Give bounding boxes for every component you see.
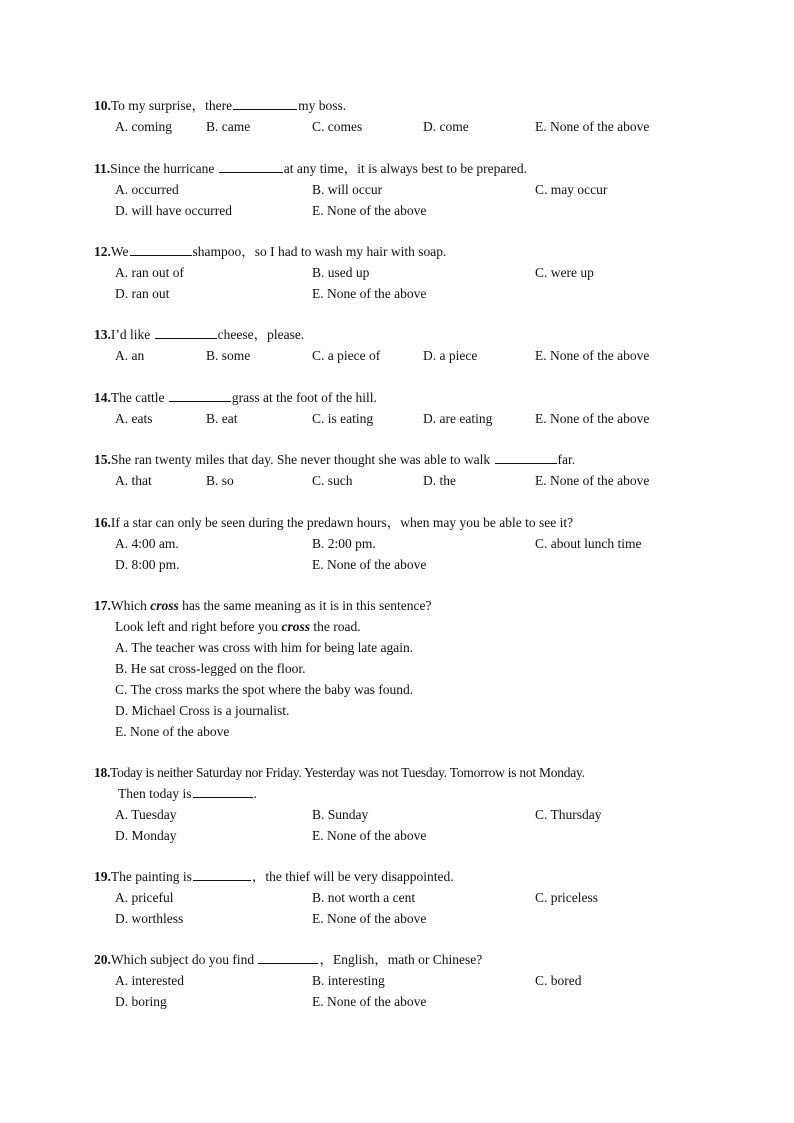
option-e[interactable]: E. None of the above: [535, 411, 650, 426]
keyword: cross: [150, 598, 179, 613]
option-a[interactable]: A. an: [115, 348, 145, 363]
option-b[interactable]: B. not worth a cent: [312, 890, 416, 905]
question-text: Today is neither Saturday nor Friday. Yesterday was not Tuesday. Tomorrow is not Monday.: [110, 765, 585, 780]
option-e[interactable]: E. None of the above: [535, 473, 650, 488]
option-e[interactable]: E. None of the above: [312, 286, 427, 301]
option-b[interactable]: B. 2:00 pm.: [312, 536, 376, 551]
question-text: She ran twenty miles that day. She never thought she was able to walk: [110, 452, 494, 467]
option-a[interactable]: A. eats: [115, 411, 153, 426]
option-b[interactable]: B. will occur: [312, 182, 383, 197]
option-a[interactable]: A. ran out of: [115, 265, 184, 280]
question-number: 11.: [94, 161, 111, 176]
option-c[interactable]: C. is eating: [312, 411, 374, 426]
option-d[interactable]: D. are eating: [423, 411, 493, 426]
option-c[interactable]: C. comes: [312, 119, 363, 134]
option-e[interactable]: E. None of the above: [535, 119, 650, 134]
question-text: far.: [557, 452, 576, 467]
option-c[interactable]: C. about lunch time: [535, 536, 642, 551]
option-d[interactable]: D. a piece: [423, 348, 478, 363]
keyword: cross: [281, 619, 310, 634]
question-19: [94, 866, 734, 929]
option-c[interactable]: C. a piece of: [312, 348, 381, 363]
option-b[interactable]: B. came: [206, 119, 251, 134]
option-c[interactable]: C. The cross marks the spot where the baby was found.: [115, 682, 414, 697]
question-text: ，English，math or Chinese?: [319, 952, 483, 967]
question-number: 19.: [94, 869, 111, 884]
question-text: has the same meaning as it is in this sentence?: [178, 598, 432, 613]
question-text: at any time，it is always best to be prepared.: [283, 161, 528, 176]
answer-blank[interactable]: [130, 242, 192, 256]
question-20: [94, 949, 734, 1012]
option-c[interactable]: C. may occur: [535, 182, 608, 197]
question-text: my boss.: [298, 98, 347, 113]
option-a[interactable]: A. priceful: [115, 890, 174, 905]
question-number: 17.: [94, 598, 111, 613]
option-c[interactable]: C. bored: [535, 973, 582, 988]
answer-blank[interactable]: [233, 96, 297, 110]
answer-blank[interactable]: [155, 325, 217, 339]
option-b[interactable]: B. interesting: [312, 973, 385, 988]
option-b[interactable]: B. eat: [206, 411, 238, 426]
question-number: 20.: [94, 952, 111, 967]
option-e[interactable]: E. None of the above: [312, 911, 427, 926]
question-text: .: [253, 786, 257, 801]
option-c[interactable]: C. priceless: [535, 890, 598, 905]
option-d[interactable]: D. 8:00 pm.: [115, 557, 180, 572]
question-12: [94, 241, 734, 304]
option-c[interactable]: C. Thursday: [535, 807, 602, 822]
option-a[interactable]: A. occurred: [115, 182, 179, 197]
question-16: [94, 512, 734, 575]
answer-blank[interactable]: [258, 950, 318, 964]
question-text: To my surprise，there: [110, 98, 233, 113]
option-b[interactable]: B. used up: [312, 265, 370, 280]
question-text: ，the thief will be very disappointed.: [251, 869, 454, 884]
question-text: Which subject do you find: [110, 952, 258, 967]
question-17: [94, 595, 734, 742]
question-15: [94, 449, 734, 491]
option-d[interactable]: D. come: [423, 119, 469, 134]
option-d[interactable]: D. Monday: [115, 828, 177, 843]
option-e[interactable]: E. None of the above: [312, 557, 427, 572]
answer-blank[interactable]: [193, 867, 251, 881]
question-14: [94, 387, 734, 429]
question-18: [94, 762, 714, 846]
option-a[interactable]: A. that: [115, 473, 152, 488]
question-text: Since the hurricane: [110, 161, 218, 176]
question-text: Which: [110, 598, 151, 613]
option-e[interactable]: E. None of the above: [115, 724, 230, 739]
option-d[interactable]: D. ran out: [115, 286, 170, 301]
option-a[interactable]: A. 4:00 am.: [115, 536, 179, 551]
question-text: grass at the foot of the hill.: [231, 390, 377, 405]
option-b[interactable]: B. Sunday: [312, 807, 369, 822]
answer-blank[interactable]: [169, 388, 231, 402]
option-e[interactable]: E. None of the above: [312, 828, 427, 843]
example-sentence: the road.: [309, 619, 361, 634]
option-a[interactable]: A. Tuesday: [115, 807, 177, 822]
question-text: cheese，please.: [217, 327, 305, 342]
question-text: shampoo，so I had to wash my hair with soap.: [192, 244, 447, 259]
option-c[interactable]: C. such: [312, 473, 353, 488]
option-d[interactable]: D. boring: [115, 994, 167, 1009]
question-number: 14.: [94, 390, 111, 405]
answer-blank[interactable]: [219, 159, 283, 173]
question-number: 16.: [94, 515, 111, 530]
question-text: The painting is: [110, 869, 192, 884]
question-text: We: [110, 244, 129, 259]
option-a[interactable]: A. interested: [115, 973, 184, 988]
option-b[interactable]: B. He sat cross-legged on the floor.: [115, 661, 306, 676]
question-number: 12.: [94, 244, 111, 259]
option-a[interactable]: A. coming: [115, 119, 172, 134]
answer-blank[interactable]: [495, 450, 557, 464]
option-e[interactable]: E. None of the above: [312, 203, 427, 218]
option-c[interactable]: C. were up: [535, 265, 594, 280]
option-d[interactable]: D. the: [423, 473, 456, 488]
option-e[interactable]: E. None of the above: [535, 348, 650, 363]
option-d[interactable]: D. Michael Cross is a journalist.: [115, 703, 290, 718]
option-e[interactable]: E. None of the above: [312, 994, 427, 1009]
question-text: The cattle: [110, 390, 168, 405]
question-13: [94, 324, 734, 366]
question-11: [94, 158, 734, 221]
option-d[interactable]: D. will have occurred: [115, 203, 232, 218]
question-text: If a star can only be seen during the predawn hours，when may you be able to see it?: [110, 515, 574, 530]
question-text: I’d like: [110, 327, 154, 342]
question-number: 15.: [94, 452, 111, 467]
question-number: 10.: [94, 98, 111, 113]
option-a[interactable]: A. The teacher was cross with him for being late again.: [115, 640, 414, 655]
question-number: 13.: [94, 327, 111, 342]
option-b[interactable]: B. so: [206, 473, 234, 488]
option-d[interactable]: D. worthless: [115, 911, 184, 926]
question-10: [94, 95, 734, 137]
question-text: Then today is: [118, 786, 192, 801]
option-b[interactable]: B. some: [206, 348, 251, 363]
question-number: 18.: [94, 765, 111, 780]
example-sentence: Look left and right before you: [115, 619, 282, 634]
answer-blank[interactable]: [193, 784, 253, 798]
